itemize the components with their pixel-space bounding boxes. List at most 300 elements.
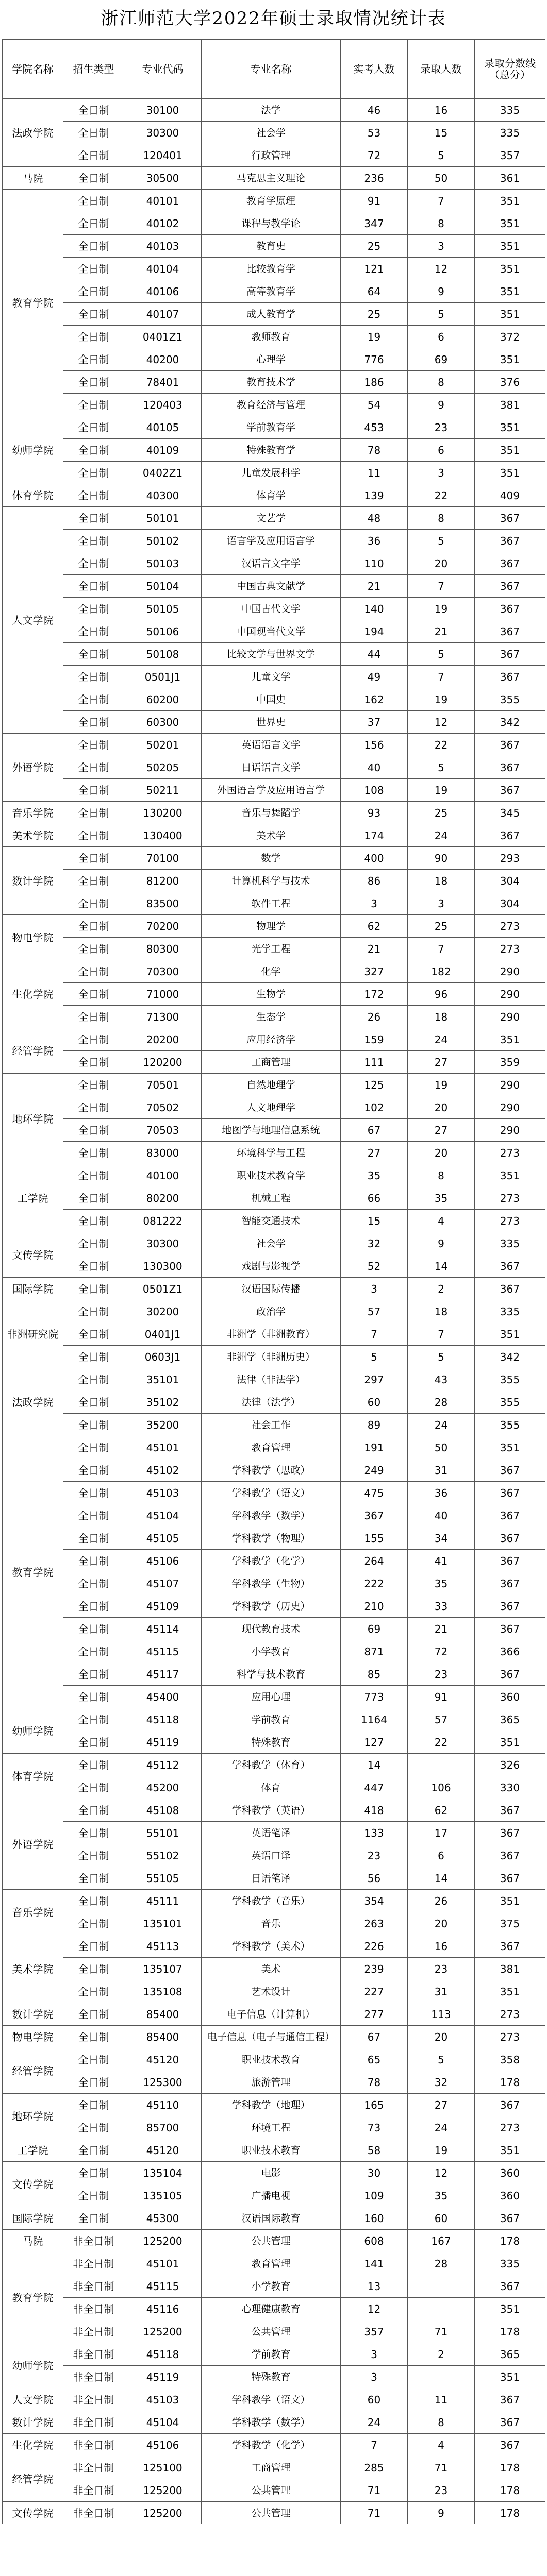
cell-college: 地环学院 [3, 1074, 63, 1164]
cell-cutoff: 273 [475, 2026, 545, 2048]
cell-admit-count: 24 [408, 1028, 475, 1051]
cell-major: 计算机科学与技术 [202, 870, 341, 892]
table-row [3, 575, 545, 598]
cell-admit-count: 14 [408, 1255, 475, 1278]
cell-admit-count: 24 [408, 2116, 475, 2139]
table-row [3, 620, 545, 643]
cell-cutoff: 367 [475, 1867, 545, 1890]
cell-cutoff: 359 [475, 1051, 545, 1074]
header-admit-count: 录取人数 [408, 40, 475, 99]
cell-major: 应用经济学 [202, 1028, 341, 1051]
cell-cutoff: 351 [475, 258, 545, 280]
cell-cutoff: 367 [475, 552, 545, 575]
cell-admit-count: 22 [408, 484, 475, 507]
cell-code: 135104 [124, 2162, 202, 2184]
cell-type: 全日制 [63, 416, 124, 439]
cell-type: 全日制 [63, 756, 124, 779]
table-row [3, 847, 545, 870]
cell-exam-count: 78 [341, 439, 408, 462]
table-row [3, 1640, 545, 1663]
table-row [3, 1164, 545, 1187]
cell-admit-count: 21 [408, 1618, 475, 1640]
cell-cutoff: 351 [475, 2298, 545, 2320]
cell-cutoff: 367 [475, 779, 545, 802]
cell-admit-count: 31 [408, 1459, 475, 1482]
cell-admit-count: 23 [408, 1958, 475, 1980]
cell-cutoff: 304 [475, 892, 545, 915]
cell-admit-count: 6 [408, 1844, 475, 1867]
cell-major: 文艺学 [202, 507, 341, 530]
table-row [3, 1572, 545, 1595]
table-row [3, 258, 545, 280]
cell-code: 45117 [124, 1663, 202, 1686]
cell-type: 全日制 [63, 1504, 124, 1527]
cell-admit-count: 9 [408, 394, 475, 416]
cell-major: 教育技术学 [202, 371, 341, 394]
cell-exam-count: 35 [341, 1164, 408, 1187]
cell-type: 全日制 [63, 1527, 124, 1550]
table-row [3, 1708, 545, 1731]
cell-type: 全日制 [63, 779, 124, 802]
cell-cutoff: 367 [475, 1504, 545, 1527]
cell-college: 数计学院 [3, 2003, 63, 2026]
cell-type: 全日制 [63, 1595, 124, 1618]
table-row [3, 2434, 545, 2456]
cell-college: 教育学院 [3, 1436, 63, 1708]
cell-code: 125200 [124, 2502, 202, 2524]
cell-admit-count: 27 [408, 2094, 475, 2116]
table-row [3, 1119, 545, 1142]
cell-exam-count: 111 [341, 1051, 408, 1074]
cell-exam-count: 447 [341, 1776, 408, 1799]
cell-admit-count: 23 [408, 1663, 475, 1686]
cell-major: 马克思主义理论 [202, 167, 341, 190]
cell-exam-count: 172 [341, 983, 408, 1006]
cell-type: 全日制 [63, 439, 124, 462]
table-row [3, 711, 545, 734]
cell-admit-count: 11 [408, 2388, 475, 2411]
cell-admit-count: 22 [408, 1731, 475, 1754]
cell-admit-count: 72 [408, 1640, 475, 1663]
cell-admit-count: 36 [408, 1482, 475, 1504]
table-row [3, 2343, 545, 2366]
table-row [3, 1346, 545, 1368]
table-row [3, 598, 545, 620]
table-row [3, 1436, 545, 1459]
cell-major: 外国语言学及应用语言学 [202, 779, 341, 802]
cell-major: 电子信息（计算机） [202, 2003, 341, 2026]
cell-code: 80300 [124, 938, 202, 960]
cell-type: 全日制 [63, 1912, 124, 1935]
cell-major: 体育学 [202, 484, 341, 507]
cell-code: 35200 [124, 1414, 202, 1436]
cell-college: 国际学院 [3, 1278, 63, 1300]
cell-type: 全日制 [63, 870, 124, 892]
cell-type: 非全日制 [63, 2388, 124, 2411]
cell-major: 学科教学（数学） [202, 2411, 341, 2434]
table-row [3, 2048, 545, 2071]
cell-major: 学科教学（美术） [202, 1935, 341, 1958]
cell-admit-count: 8 [408, 212, 475, 235]
cell-exam-count: 57 [341, 1300, 408, 1323]
cell-exam-count: 71 [341, 2479, 408, 2502]
cell-code: 135108 [124, 1980, 202, 2003]
cell-admit-count: 24 [408, 1414, 475, 1436]
cell-cutoff: 273 [475, 2003, 545, 2026]
cell-code: 45300 [124, 2207, 202, 2230]
cell-cutoff: 178 [475, 2456, 545, 2479]
cell-code: 45111 [124, 1890, 202, 1912]
cell-major: 艺术设计 [202, 1980, 341, 2003]
cell-college: 人文学院 [3, 507, 63, 734]
cell-type: 非全日制 [63, 2230, 124, 2252]
cell-admit-count: 31 [408, 1980, 475, 2003]
cell-cutoff: 367 [475, 1527, 545, 1550]
cell-type: 全日制 [63, 144, 124, 167]
table-row [3, 235, 545, 258]
cell-cutoff: 376 [475, 371, 545, 394]
cell-admit-count: 7 [408, 190, 475, 212]
cell-major: 英语语言文学 [202, 734, 341, 756]
table-row [3, 1550, 545, 1572]
cell-exam-count: 186 [341, 371, 408, 394]
cell-type: 全日制 [63, 824, 124, 847]
table-row [3, 2026, 545, 2048]
cell-cutoff: 273 [475, 1187, 545, 1210]
cell-cutoff: 351 [475, 235, 545, 258]
cell-exam-count: 40 [341, 756, 408, 779]
cell-code: 80200 [124, 1187, 202, 1210]
cell-type: 全日制 [63, 1663, 124, 1686]
cell-cutoff: 409 [475, 484, 545, 507]
cell-college: 文传学院 [3, 2162, 63, 2207]
cell-exam-count: 108 [341, 779, 408, 802]
cell-admit-count: 20 [408, 1912, 475, 1935]
cell-major: 现代教育技术 [202, 1618, 341, 1640]
cell-exam-count: 25 [341, 303, 408, 326]
cell-code: 85700 [124, 2116, 202, 2139]
table-row [3, 1300, 545, 1323]
cell-exam-count: 162 [341, 688, 408, 711]
cell-code: 45114 [124, 1618, 202, 1640]
cell-code: 45110 [124, 2094, 202, 2116]
cell-code: 40104 [124, 258, 202, 280]
cell-admit-count: 35 [408, 2184, 475, 2207]
cell-admit-count: 96 [408, 983, 475, 1006]
cell-type: 全日制 [63, 938, 124, 960]
table-row [3, 1504, 545, 1527]
cell-major: 中国史 [202, 688, 341, 711]
table-row [3, 167, 545, 190]
table-body [3, 99, 545, 2524]
table-row [3, 1255, 545, 1278]
cell-cutoff: 351 [475, 1436, 545, 1459]
cell-cutoff: 351 [475, 303, 545, 326]
cell-type: 全日制 [63, 2207, 124, 2230]
cell-type: 全日制 [63, 1640, 124, 1663]
table-row [3, 756, 545, 779]
header-code: 专业代码 [124, 40, 202, 99]
cell-exam-count: 66 [341, 1187, 408, 1210]
cell-code: 45104 [124, 2411, 202, 2434]
cell-type: 非全日制 [63, 2298, 124, 2320]
cell-admit-count: 18 [408, 870, 475, 892]
cell-admit-count: 5 [408, 303, 475, 326]
table-row [3, 938, 545, 960]
cell-admit-count: 32 [408, 2071, 475, 2094]
cell-code: 30100 [124, 99, 202, 122]
cell-exam-count: 160 [341, 2207, 408, 2230]
cell-cutoff: 367 [475, 1595, 545, 1618]
table-row [3, 2071, 545, 2094]
cell-cutoff: 335 [475, 1232, 545, 1255]
cell-major: 中国古代文学 [202, 598, 341, 620]
cell-exam-count: 141 [341, 2252, 408, 2275]
cell-code: 0603J1 [124, 1346, 202, 1368]
cell-code: 70300 [124, 960, 202, 983]
cell-type: 全日制 [63, 348, 124, 371]
cell-type: 全日制 [63, 1844, 124, 1867]
cell-exam-count: 89 [341, 1414, 408, 1436]
cell-exam-count: 608 [341, 2230, 408, 2252]
table-row [3, 1459, 545, 1482]
table-row [3, 802, 545, 824]
table-row [3, 870, 545, 892]
cell-major: 生物学 [202, 983, 341, 1006]
cell-type: 非全日制 [63, 2252, 124, 2275]
cell-cutoff: 178 [475, 2071, 545, 2094]
cell-code: 45106 [124, 2434, 202, 2456]
cell-major: 学科教学（语文） [202, 2388, 341, 2411]
cell-cutoff: 351 [475, 212, 545, 235]
table-row [3, 552, 545, 575]
cell-cutoff: 367 [475, 666, 545, 688]
cell-cutoff: 290 [475, 960, 545, 983]
cell-college: 幼师学院 [3, 1708, 63, 1754]
cell-admit-count: 17 [408, 1822, 475, 1844]
cell-admit-count: 3 [408, 892, 475, 915]
cell-code: 50101 [124, 507, 202, 530]
table-row [3, 1686, 545, 1708]
cell-exam-count: 64 [341, 280, 408, 303]
cell-exam-count: 140 [341, 598, 408, 620]
cell-college: 音乐学院 [3, 802, 63, 824]
cell-code: 50106 [124, 620, 202, 643]
cell-major: 教育学原理 [202, 190, 341, 212]
cell-code: 50105 [124, 598, 202, 620]
cell-type: 全日制 [63, 122, 124, 144]
cell-major: 学科教学（英语） [202, 1799, 341, 1822]
cell-type: 全日制 [63, 1187, 124, 1210]
cell-major: 学科教学（语文） [202, 1482, 341, 1504]
cell-cutoff: 351 [475, 1890, 545, 1912]
table-row [3, 1912, 545, 1935]
cell-major: 软件工程 [202, 892, 341, 915]
cell-cutoff: 335 [475, 2252, 545, 2275]
cell-exam-count: 21 [341, 938, 408, 960]
cell-exam-count: 109 [341, 2184, 408, 2207]
cell-exam-count: 56 [341, 1867, 408, 1890]
table-row [3, 1844, 545, 1867]
cell-code: 40200 [124, 348, 202, 371]
cell-type: 全日制 [63, 960, 124, 983]
cell-exam-count: 249 [341, 1459, 408, 1482]
cell-cutoff: 367 [475, 1663, 545, 1686]
table-row [3, 280, 545, 303]
cell-admit-count: 91 [408, 1686, 475, 1708]
cell-type: 全日制 [63, 620, 124, 643]
cell-admit-count: 12 [408, 2162, 475, 2184]
table-row [3, 326, 545, 348]
cell-exam-count: 475 [341, 1482, 408, 1504]
cell-college: 经管学院 [3, 2048, 63, 2094]
cell-major: 学前教育 [202, 2343, 341, 2366]
cell-code: 45115 [124, 1640, 202, 1663]
cell-cutoff: 351 [475, 1980, 545, 2003]
cell-code: 50103 [124, 552, 202, 575]
cell-major: 自然地理学 [202, 1074, 341, 1096]
table-row [3, 2366, 545, 2388]
document-title: 浙江师范大学2022年硕士录取情况统计表 [101, 8, 446, 29]
cell-code: 40300 [124, 484, 202, 507]
table-row [3, 2502, 545, 2524]
cell-admit-count: 5 [408, 756, 475, 779]
cell-major: 职业技术教育 [202, 2139, 341, 2162]
cell-exam-count: 156 [341, 734, 408, 756]
cell-exam-count: 285 [341, 2456, 408, 2479]
table-row [3, 915, 545, 938]
cell-exam-count: 86 [341, 870, 408, 892]
cell-cutoff: 290 [475, 1006, 545, 1028]
cell-code: 30500 [124, 167, 202, 190]
cell-admit-count: 16 [408, 1935, 475, 1958]
cell-code: 85400 [124, 2003, 202, 2026]
cell-type: 全日制 [63, 2139, 124, 2162]
cell-admit-count: 7 [408, 938, 475, 960]
cell-exam-count: 165 [341, 2094, 408, 2116]
cell-cutoff: 178 [475, 2502, 545, 2524]
cell-type: 全日制 [63, 575, 124, 598]
cell-type: 全日制 [63, 2162, 124, 2184]
cell-cutoff: 355 [475, 1391, 545, 1414]
cell-code: 50104 [124, 575, 202, 598]
table-row [3, 348, 545, 371]
cell-code: 30300 [124, 1232, 202, 1255]
cell-cutoff: 367 [475, 1618, 545, 1640]
cell-code: 120200 [124, 1051, 202, 1074]
cell-exam-count: 69 [341, 1618, 408, 1640]
table-row [3, 734, 545, 756]
cell-college: 物电学院 [3, 915, 63, 960]
cell-code: 45115 [124, 2275, 202, 2298]
cell-exam-count: 453 [341, 416, 408, 439]
cell-admit-count [408, 2275, 475, 2298]
cell-college: 工学院 [3, 2139, 63, 2162]
cell-exam-count: 194 [341, 620, 408, 643]
cell-admit-count: 16 [408, 99, 475, 122]
cell-type: 全日制 [63, 1867, 124, 1890]
cell-admit-count: 19 [408, 598, 475, 620]
cell-major: 光学工程 [202, 938, 341, 960]
cell-admit-count: 14 [408, 1867, 475, 1890]
cell-code: 70503 [124, 1119, 202, 1142]
table-row [3, 1278, 545, 1300]
cell-code: 125200 [124, 2230, 202, 2252]
cell-exam-count: 367 [341, 1504, 408, 1527]
cell-type: 全日制 [63, 1096, 124, 1119]
cell-cutoff: 351 [475, 190, 545, 212]
cell-type: 全日制 [63, 1278, 124, 1300]
cell-cutoff: 351 [475, 2366, 545, 2388]
cell-type: 全日制 [63, 915, 124, 938]
header-exam-count: 实考人数 [341, 40, 408, 99]
cell-code: 45118 [124, 1708, 202, 1731]
table-row [3, 1096, 545, 1119]
cell-type: 全日制 [63, 303, 124, 326]
cell-admit-count: 106 [408, 1776, 475, 1799]
cell-major: 课程与教学论 [202, 212, 341, 235]
cell-major: 体育 [202, 1776, 341, 1799]
cell-admit-count: 6 [408, 439, 475, 462]
cell-major: 语言学及应用语言学 [202, 530, 341, 552]
cell-exam-count: 73 [341, 2116, 408, 2139]
cell-admit-count: 20 [408, 1142, 475, 1164]
cell-major: 数学 [202, 847, 341, 870]
cell-cutoff: 290 [475, 1096, 545, 1119]
cell-major: 政治学 [202, 1300, 341, 1323]
cell-code: 45107 [124, 1572, 202, 1595]
table-row [3, 2456, 545, 2479]
cell-exam-count: 871 [341, 1640, 408, 1663]
cell-major: 中国古典文献学 [202, 575, 341, 598]
table-row [3, 371, 545, 394]
cell-cutoff: 367 [475, 575, 545, 598]
cell-admit-count: 35 [408, 1572, 475, 1595]
cell-exam-count: 222 [341, 1572, 408, 1595]
table-row [3, 1391, 545, 1414]
cell-major: 职业技术教育 [202, 2048, 341, 2071]
cell-exam-count: 65 [341, 2048, 408, 2071]
cell-cutoff: 342 [475, 711, 545, 734]
cell-exam-count: 71 [341, 2502, 408, 2524]
cell-code: 50211 [124, 779, 202, 802]
cell-major: 法律（非法学） [202, 1368, 341, 1391]
header-type: 招生类型 [63, 40, 124, 99]
cell-type: 全日制 [63, 235, 124, 258]
cell-type: 全日制 [63, 2026, 124, 2048]
cell-major: 科学与技术教育 [202, 1663, 341, 1686]
cell-admit-count: 41 [408, 1550, 475, 1572]
cell-admit-count: 27 [408, 1051, 475, 1074]
cell-admit-count: 3 [408, 462, 475, 484]
cell-admit-count: 60 [408, 2207, 475, 2230]
cell-major: 社会学 [202, 122, 341, 144]
cell-major: 公共管理 [202, 2230, 341, 2252]
table-row [3, 2320, 545, 2343]
cell-major: 学科教学（生物） [202, 1572, 341, 1595]
cell-code: 83500 [124, 892, 202, 915]
cell-exam-count: 60 [341, 1391, 408, 1414]
cell-major: 戏剧与影视学 [202, 1255, 341, 1278]
cell-major: 教育经济与管理 [202, 394, 341, 416]
cell-admit-count: 5 [408, 530, 475, 552]
cell-code: 130200 [124, 802, 202, 824]
cell-admit-count: 3 [408, 235, 475, 258]
table-row [3, 892, 545, 915]
cell-admit-count: 25 [408, 802, 475, 824]
cell-code: 130400 [124, 824, 202, 847]
cell-admit-count: 167 [408, 2230, 475, 2252]
